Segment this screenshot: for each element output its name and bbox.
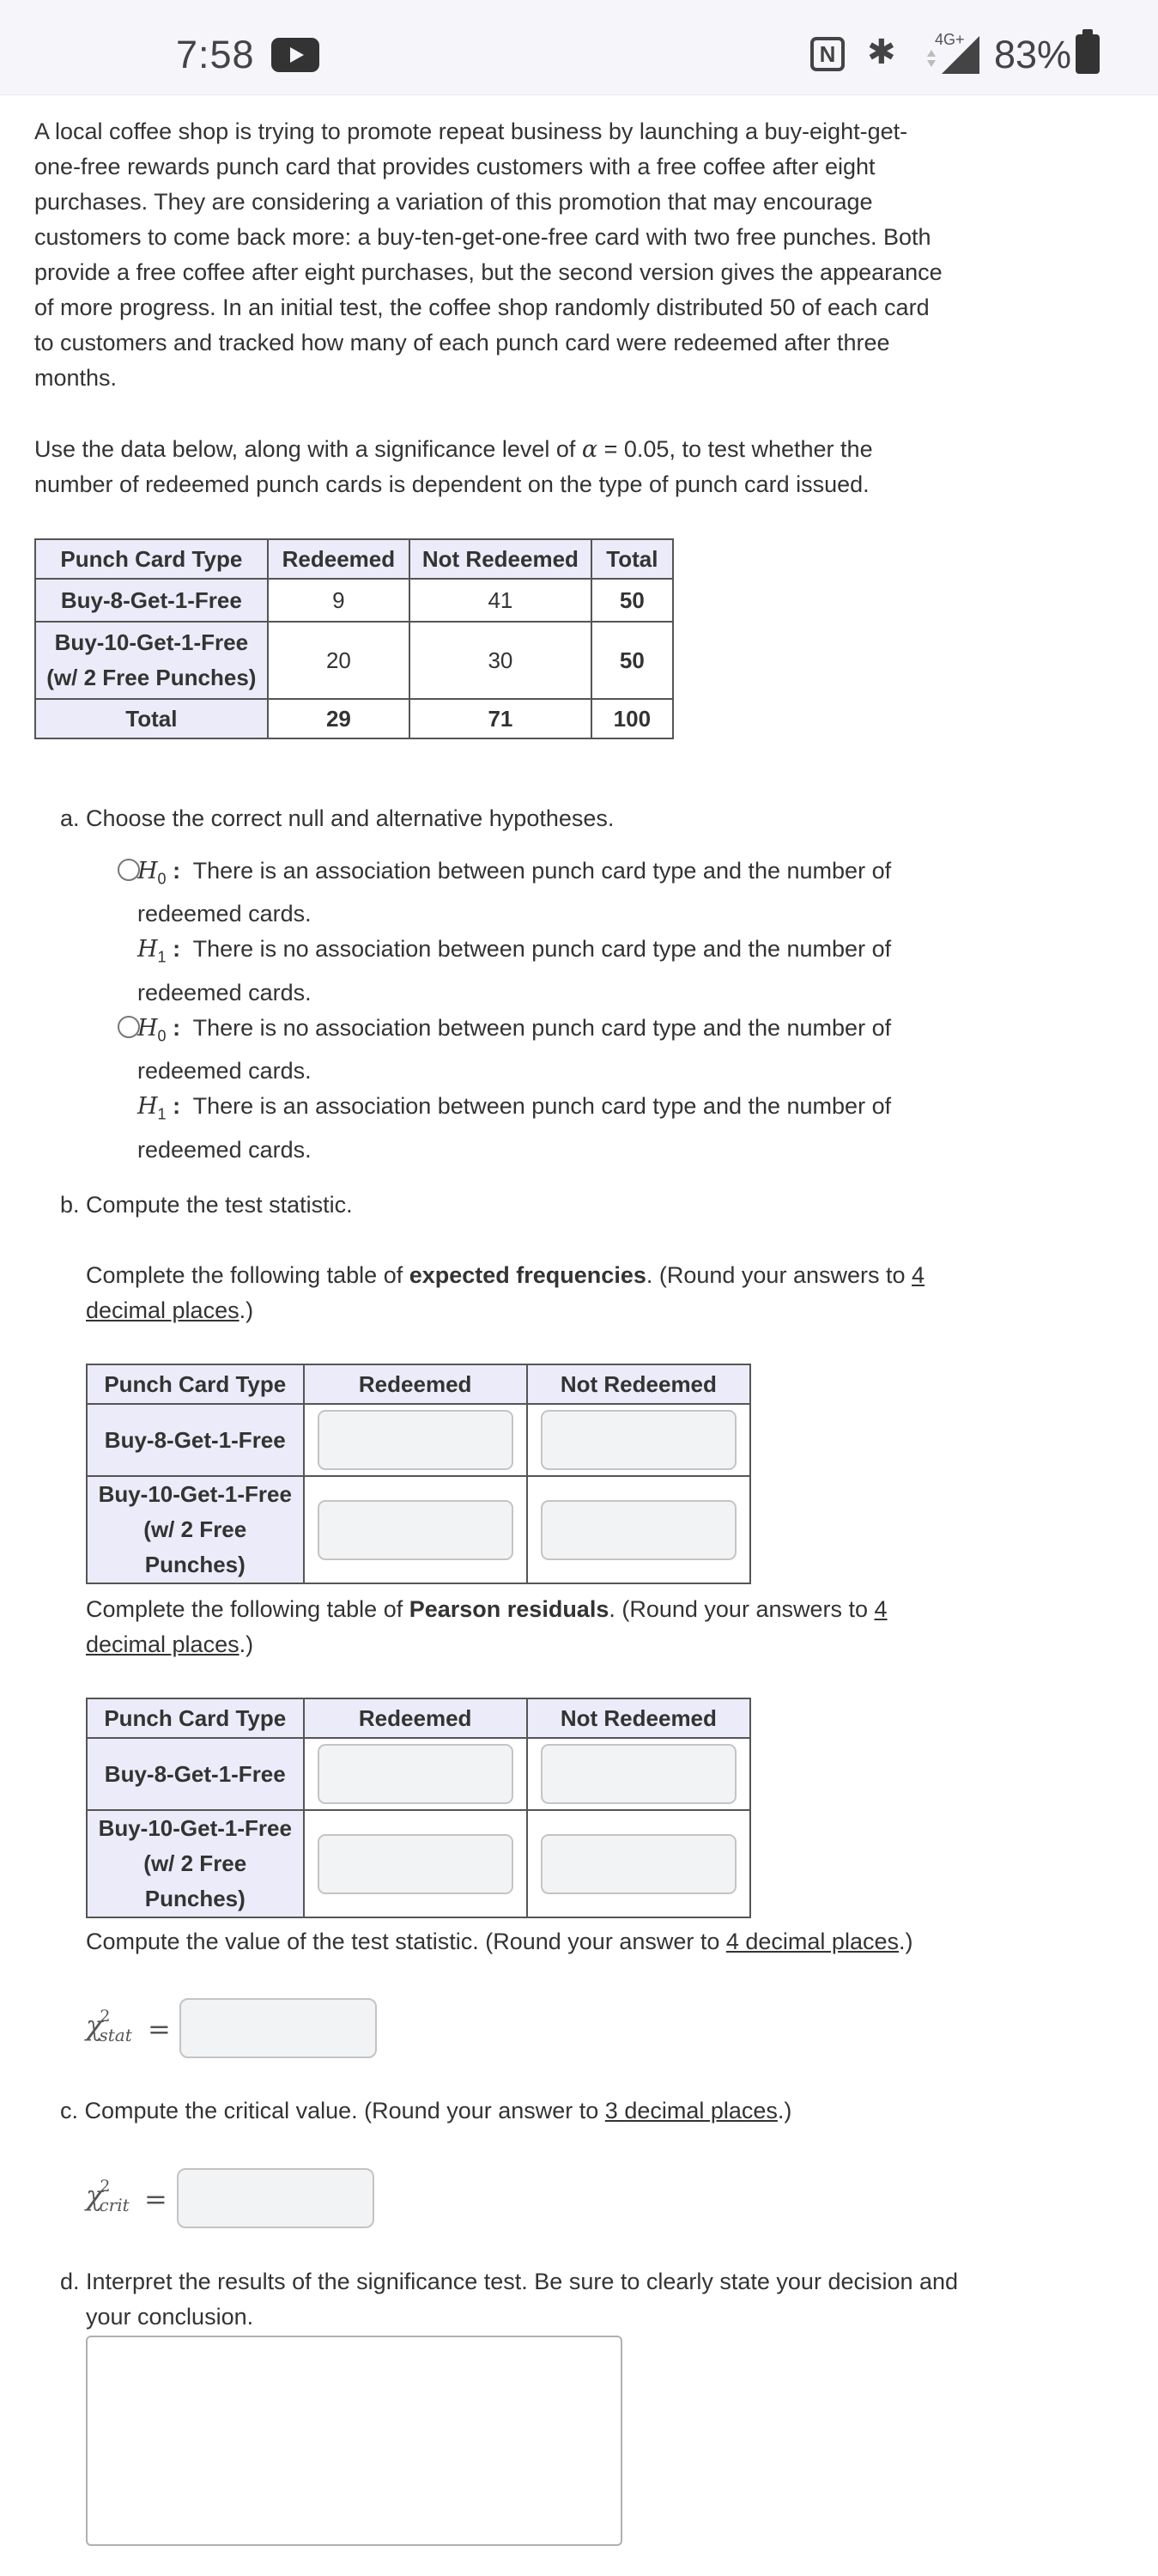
h0-sub: 0 xyxy=(157,1027,167,1045)
instruction-pre: Use the data below, along with a significance level of xyxy=(34,436,582,462)
signal-icon xyxy=(923,31,983,76)
expected-not-redeemed-input-2[interactable] xyxy=(541,1500,737,1560)
h0-sub: 0 xyxy=(157,870,167,888)
row-label-line1: Buy-10-Get-1-Free xyxy=(98,1481,292,1507)
residual-pre: Complete the following table of xyxy=(86,1596,409,1622)
col-header-not-redeemed: Not Redeemed xyxy=(527,1364,750,1404)
alpha-symbol: α xyxy=(581,436,598,463)
cell xyxy=(304,1810,527,1917)
chi-stat-sup: 2 xyxy=(100,2007,111,2026)
row-label: Buy-8-Get-1-Free xyxy=(87,1404,304,1476)
stat-decimal-link[interactable]: 4 decimal places xyxy=(725,1929,899,1954)
cell xyxy=(304,1738,527,1810)
data-table xyxy=(34,538,674,739)
cell-not-redeemed: 71 xyxy=(409,699,591,738)
part-c-pre: c. Compute the critical value. (Round your answer to xyxy=(60,2098,605,2123)
instruction-paragraph xyxy=(34,432,944,502)
battery-percent: 83% xyxy=(994,33,1072,76)
option2-h1-text: There is an association between punch card type and the number of redeemed cards. xyxy=(137,1093,892,1163)
col-header-not-redeemed: Not Redeemed xyxy=(527,1698,750,1738)
part-a-prompt: a. Choose the correct null and alternative hypotheses. xyxy=(60,805,615,831)
col-header-redeemed: Redeemed xyxy=(304,1698,527,1738)
cell-redeemed: 29 xyxy=(268,699,409,738)
nfc-icon: N xyxy=(810,37,845,71)
row-label-line2: (w/ 2 Free Punches) xyxy=(143,1850,247,1911)
cell-not-redeemed: 30 xyxy=(409,622,591,699)
residual-redeemed-input-1[interactable] xyxy=(318,1744,513,1804)
stat-post: .) xyxy=(898,1929,913,1954)
option1-h0-text: There is an association between punch card type and the number of redeemed cards. xyxy=(137,858,892,927)
bluetooth-icon: ✱ xyxy=(867,33,896,71)
cell-total: 50 xyxy=(591,622,673,699)
cell-not-redeemed: 41 xyxy=(409,579,591,622)
row-label xyxy=(87,1476,304,1583)
h1-sub: 1 xyxy=(157,948,167,966)
option2-h0-text: There is no association between punch card type and the number of redeemed cards. xyxy=(137,1015,892,1084)
expected-frequencies-table xyxy=(86,1364,751,1584)
chi-crit-sup: 2 xyxy=(100,2177,111,2196)
chi-symbol: χ xyxy=(86,2009,103,2042)
expected-redeemed-input-1[interactable] xyxy=(318,1410,513,1470)
table-row xyxy=(35,699,673,738)
residual-bold: Pearson residuals xyxy=(409,1596,609,1622)
row-label-line2: (w/ 2 Free Punches) xyxy=(143,1516,247,1577)
row-label: Buy-8-Get-1-Free xyxy=(87,1738,304,1810)
option1-text[interactable]: $H_0$ : There is an association between punch card type and the number of redeemed cards. $H_1$ : There is no association between punch card type and the number of redeemed cards. xyxy=(137,858,892,1005)
col-header-type: Punch Card Type xyxy=(87,1698,304,1738)
cell-redeemed: 9 xyxy=(268,579,409,622)
cell-total: 50 xyxy=(591,579,673,622)
cell xyxy=(527,1404,750,1476)
residual-decimal-link[interactable]: 4 decimal places xyxy=(86,1596,888,1657)
row-label xyxy=(35,622,268,699)
table-row xyxy=(87,1738,750,1810)
cell xyxy=(527,1810,750,1917)
residual-not-redeemed-input-2[interactable] xyxy=(541,1834,737,1894)
residual-instructions xyxy=(86,1592,944,1662)
h1-label: H xyxy=(137,1093,158,1121)
table-row xyxy=(87,1810,750,1917)
chi-crit-sub: crit xyxy=(99,2195,130,2216)
table-row xyxy=(87,1476,750,1583)
stat-pre: Compute the value of the test statistic. (Round your answer to xyxy=(86,1929,726,1954)
part-d-prompt: d. Interpret the results of the significance test. Be sure to clearly state your decision and your conclusion. xyxy=(60,2269,959,2330)
residual-post: .) xyxy=(239,1631,254,1657)
cell-total: 100 xyxy=(591,699,673,738)
row-label-line2: (w/ 2 Free Punches) xyxy=(46,665,257,690)
h0-label: H xyxy=(137,1015,158,1042)
part-b-prompt: b. Compute the test statistic. xyxy=(60,1192,353,1218)
table-row xyxy=(87,1404,750,1476)
row-label xyxy=(87,1810,304,1917)
expected-redeemed-input-2[interactable] xyxy=(318,1500,513,1560)
battery-icon xyxy=(1076,34,1100,74)
residual-mid: . (Round your answers to xyxy=(609,1596,875,1622)
instruction-post: = 0.05, to test whether the number of redeemed punch cards is dependent on the type of punch card issued. xyxy=(34,436,873,497)
chi-stat-label xyxy=(86,2009,146,2045)
cell-redeemed: 20 xyxy=(268,622,409,699)
status-bar xyxy=(0,0,1158,95)
row-label: Buy-8-Get-1-Free xyxy=(35,579,268,622)
h1-label: H xyxy=(137,936,158,963)
pearson-residuals-table xyxy=(86,1698,751,1918)
expected-not-redeemed-input-1[interactable] xyxy=(541,1410,737,1470)
chi-crit-label xyxy=(86,2179,143,2215)
chi-stat-sub: stat xyxy=(99,2025,132,2046)
interpretation-textarea[interactable] xyxy=(86,2336,622,2546)
expected-decimal-link[interactable]: 4 decimal places xyxy=(86,1262,925,1323)
expected-bold: expected frequencies xyxy=(409,1262,646,1288)
cell xyxy=(527,1476,750,1583)
h0-label: H xyxy=(137,858,158,884)
cell xyxy=(304,1476,527,1583)
critical-value-input[interactable] xyxy=(177,2168,374,2228)
residual-redeemed-input-2[interactable] xyxy=(318,1834,513,1894)
cell xyxy=(527,1738,750,1810)
crit-decimal-link[interactable]: 3 decimal places xyxy=(604,2098,778,2123)
table-row xyxy=(35,622,673,699)
expected-post: .) xyxy=(239,1297,254,1323)
part-c-post: .) xyxy=(777,2098,792,2123)
col-header-total: Total xyxy=(591,539,673,579)
row-label-line1: Buy-10-Get-1-Free xyxy=(98,1815,292,1841)
expected-mid: . (Round your answers to xyxy=(646,1262,912,1288)
youtube-icon xyxy=(271,38,319,72)
part-c-prompt xyxy=(60,2093,1004,2129)
equals-sign: = xyxy=(148,2013,171,2045)
row-label: Total xyxy=(35,699,268,738)
col-header-type: Punch Card Type xyxy=(35,539,268,579)
col-header-not-redeemed: Not Redeemed xyxy=(409,539,591,579)
row-label-line1: Buy-10-Get-1-Free xyxy=(54,629,249,655)
intro-paragraph: A local coffee shop is trying to promote repeat business by launching a buy-eight-get-one-free rewards punch card that provides customers with a free coffee after eight purchases. They are considering a variation of this promotion that may encourage customers to come back more: a buy-ten-get-one-free card with two free punches. Both provide a free coffee after eight purchases, but the second version gives the appearance of more progress. In an initial test, the coffee shop randomly distributed 50 of each card to customers and tracked how many of each punch card were redeemed after three months. xyxy=(34,118,943,391)
expected-pre: Complete the following table of xyxy=(86,1262,409,1288)
chi-symbol: χ xyxy=(86,2179,103,2212)
option2-text[interactable]: $H_0$ : There is no association between punch card type and the number of redeemed cards. $H_1$ : There is an association between punch card type and the number of redeemed cards. xyxy=(137,1015,892,1163)
equals-sign: = xyxy=(144,2183,167,2215)
col-header-redeemed: Redeemed xyxy=(304,1364,527,1404)
col-header-type: Punch Card Type xyxy=(87,1364,304,1404)
cell xyxy=(304,1404,527,1476)
status-time: 7:58 xyxy=(176,33,255,76)
table-row xyxy=(35,579,673,622)
residual-not-redeemed-input-1[interactable] xyxy=(541,1744,737,1804)
svg-text:4G+: 4G+ xyxy=(935,31,965,48)
test-statistic-input[interactable] xyxy=(179,1998,377,2058)
col-header-redeemed: Redeemed xyxy=(268,539,409,579)
h1-sub: 1 xyxy=(157,1105,167,1123)
expected-instructions xyxy=(86,1258,944,1328)
option1-h1-text: There is no association between punch card type and the number of redeemed cards. xyxy=(137,936,892,1005)
test-statistic-instructions xyxy=(86,1924,1030,1959)
